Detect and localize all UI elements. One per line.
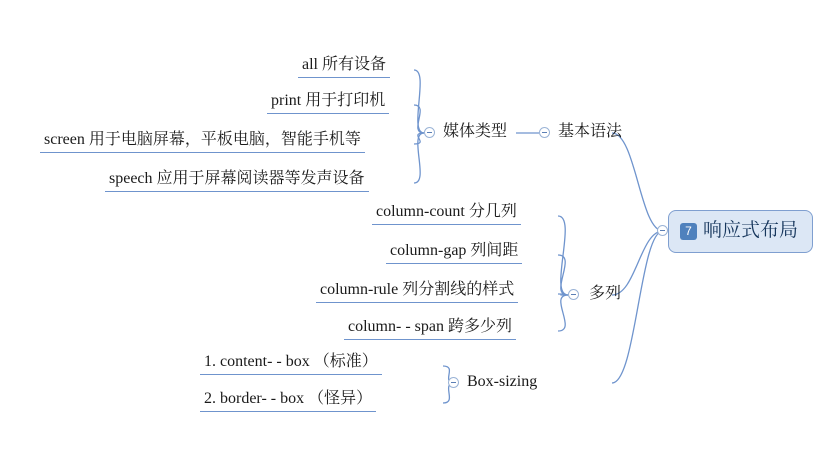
leaf-column-gap[interactable]: column-gap 列间距 <box>386 240 522 264</box>
leaf-content-box[interactable]: 1. content- - box （标准） <box>200 351 382 375</box>
root-node[interactable] <box>668 210 813 253</box>
collapse-toggle-basic-syntax[interactable] <box>539 127 550 138</box>
collapse-toggle-box-sizing[interactable] <box>448 377 459 388</box>
leaf-media-print[interactable]: print 用于打印机 <box>267 90 389 114</box>
node-box-sizing[interactable]: Box-sizing <box>467 373 538 390</box>
collapse-toggle-multi-column[interactable] <box>568 289 579 300</box>
node-multi-column[interactable]: 多列 <box>589 285 622 302</box>
leaf-media-all[interactable]: all 所有设备 <box>298 54 390 78</box>
leaf-border-box[interactable]: 2. border- - box （怪异） <box>200 388 376 412</box>
collapse-toggle-root[interactable] <box>657 225 668 236</box>
leaf-column-rule[interactable]: column-rule 列分割线的样式 <box>316 279 518 303</box>
node-media-type[interactable]: 媒体类型 <box>443 123 508 140</box>
leaf-media-speech[interactable]: speech 应用于屏幕阅读器等发声设备 <box>105 168 369 192</box>
root-label: 响应式布局 <box>703 220 799 241</box>
leaf-column-count[interactable]: column-count 分几列 <box>372 201 521 225</box>
leaf-column-span[interactable]: column- - span 跨多少列 <box>344 316 516 340</box>
collapse-toggle-media-type[interactable] <box>424 127 435 138</box>
leaf-media-screen[interactable]: screen 用于电脑屏幕，平板电脑，智能手机等 <box>40 129 365 153</box>
root-badge: 7 <box>680 223 697 240</box>
node-basic-syntax[interactable]: 基本语法 <box>558 123 623 140</box>
